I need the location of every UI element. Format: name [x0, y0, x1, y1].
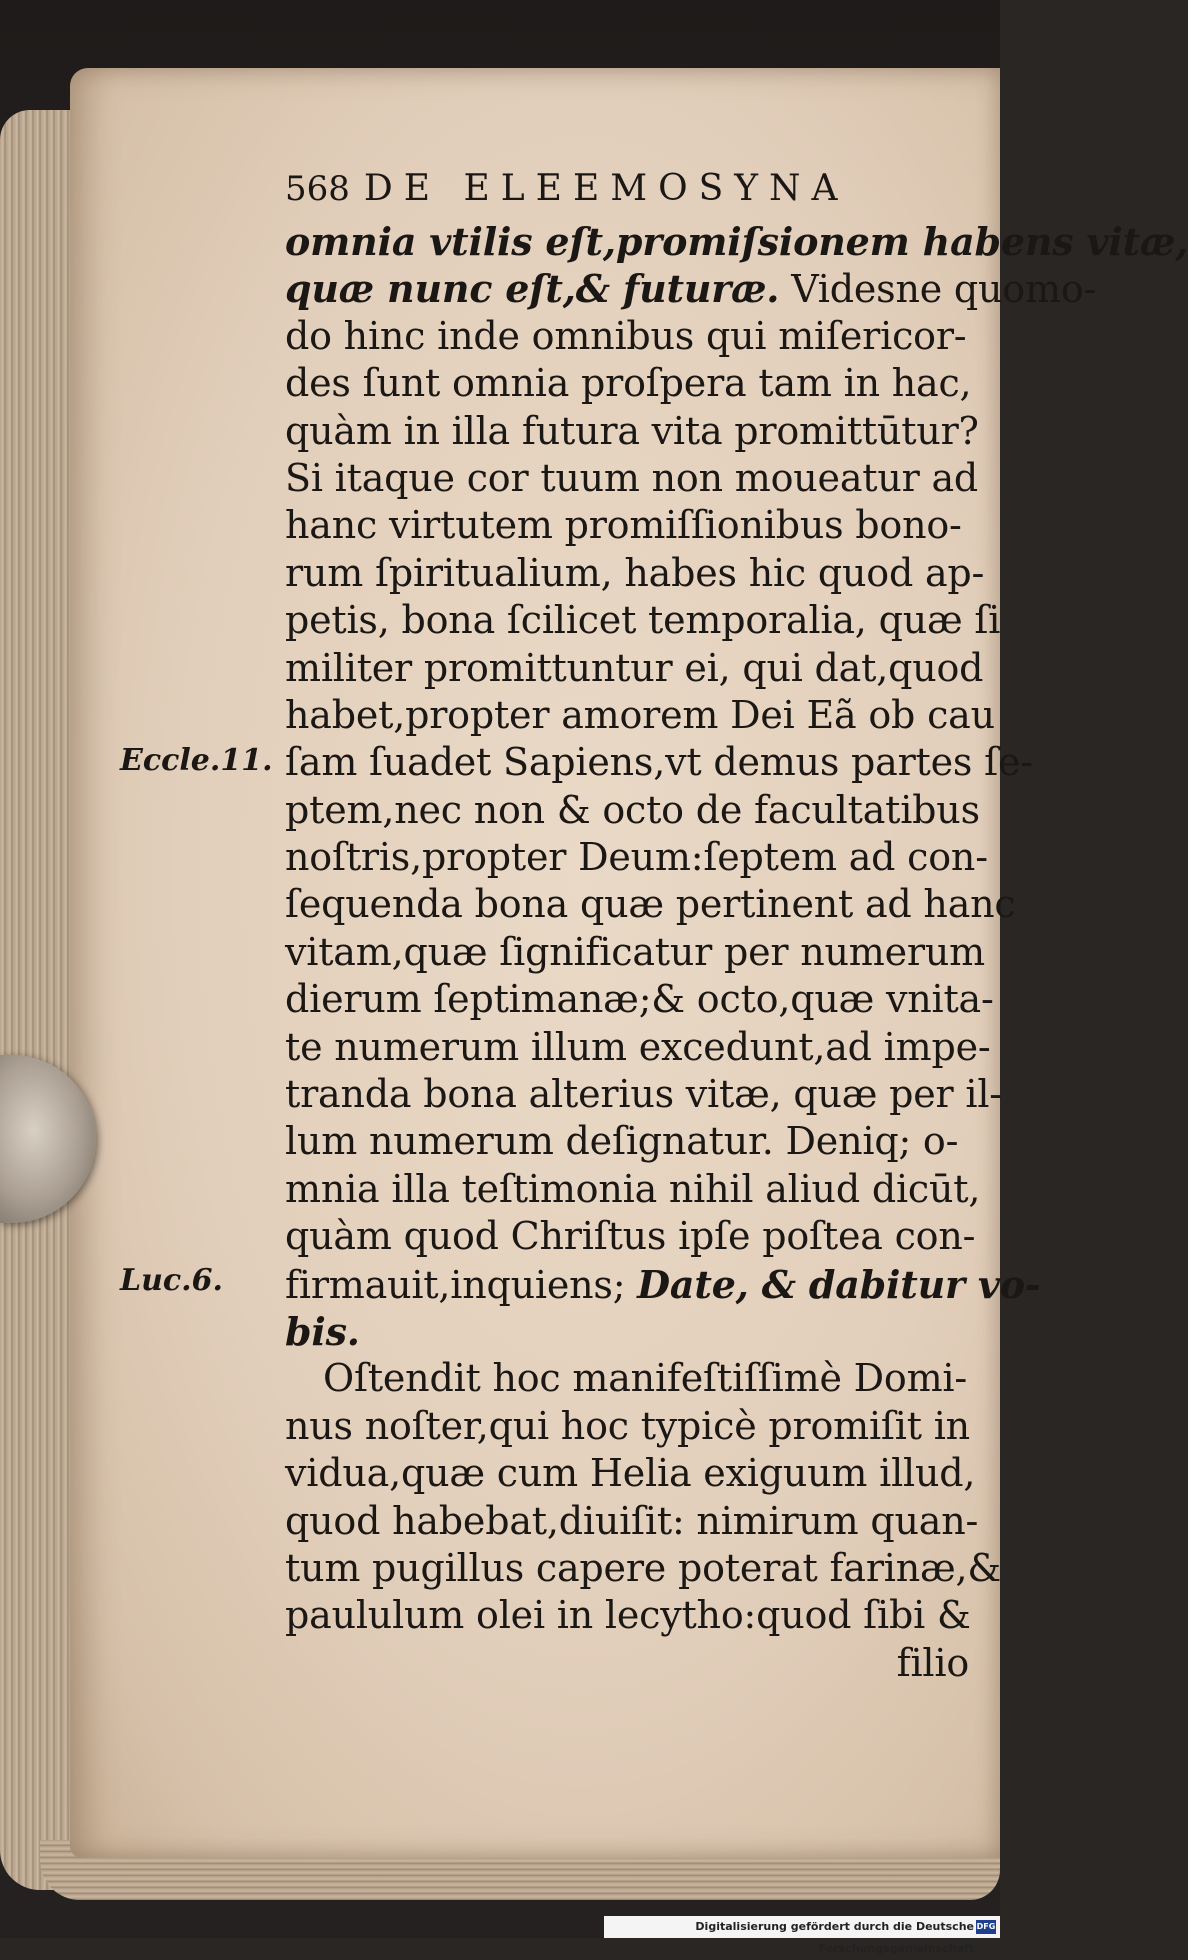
roman-text: tum pugillus capere poterat farinæ,& [285, 1545, 1002, 1590]
text-line [285, 455, 979, 502]
text-line [285, 360, 975, 407]
text-line [285, 550, 985, 597]
text-line [285, 265, 1097, 312]
roman-text: filio [896, 1640, 969, 1685]
roman-text: nus noſter,qui hoc typicè promiſit in [285, 1403, 970, 1448]
roman-text: Si itaque cor tuum non moueatur ad [285, 455, 979, 500]
italic-text: Date, & dabitur vo- [637, 1261, 1041, 1307]
text-line [285, 1450, 975, 1497]
roman-text: Videsne quomo- [779, 267, 1097, 312]
roman-text: vitam,quæ ſignificatur per numerum [285, 929, 985, 974]
roman-text: rum ſpiritualium, habes hic quod ap- [285, 550, 985, 595]
roman-text: te numerum illum excedunt,ad impe- [285, 1024, 991, 1069]
text-line [285, 1024, 991, 1071]
italic-text: bis. [285, 1308, 360, 1354]
page-number: 568 [285, 169, 350, 209]
roman-text: mnia illa teſtimonia nihil aliud dicūt, [285, 1166, 981, 1211]
text-line [285, 218, 1188, 265]
text-line [285, 881, 1016, 928]
text-line [285, 1261, 1041, 1308]
text-line [285, 1545, 1002, 1592]
italic-text: quæ nunc eſt,& futuræ. [285, 266, 780, 312]
roman-text: quod habebat,diuiſit: nimirum quan- [285, 1498, 979, 1543]
digitization-footer [604, 1916, 1000, 1955]
text-line [285, 787, 980, 834]
dfg-logo: DFG [976, 1920, 996, 1934]
footer-credit: Digitalisierung gefördert durch die Deutsche Forschungsgemeinschaft [695, 1920, 974, 1955]
text-line [285, 1308, 975, 1355]
page-stack-edge [0, 110, 78, 1890]
roman-text: des ſunt omnia proſpera tam in hac, [285, 361, 972, 406]
roman-text: petis, bona ſcilicet temporalia, quæ ſi [285, 598, 1001, 643]
text-line [285, 313, 975, 360]
roman-text: quàm quod Chriſtus ipſe poſtea con- [285, 1214, 976, 1259]
text-line [285, 1498, 979, 1545]
italic-text: omnia vtilis eſt,promiſsionem habens vitæ, [285, 219, 1188, 264]
roman-text: dierum ſeptimanæ;& octo,quæ vnita- [285, 977, 994, 1022]
text-line [285, 502, 975, 549]
roman-text: Oſtendit hoc manifeſtiſſimè Domi- [323, 1356, 968, 1401]
roman-text: vidua,quæ cum Helia exiguum illud, [285, 1451, 976, 1496]
margin-note-luc: Luc.6. [120, 1263, 223, 1298]
text-line [285, 1213, 975, 1260]
text-line [285, 1071, 1002, 1118]
text-line [285, 834, 988, 881]
roman-text: habet,propter amorem Dei Eã ob cau [285, 692, 995, 737]
text-line [285, 408, 979, 455]
roman-text: paululum olei in lecytho:quod ſibi & [285, 1593, 971, 1638]
roman-text: ſam ſuadet Sapiens,vt demus partes ſe- [285, 740, 1033, 785]
roman-text: noſtris,propter Deum:ſeptem ad con- [285, 835, 988, 880]
roman-text: hanc virtutem promiſſionibus bono- [285, 503, 962, 548]
text-line [285, 1355, 975, 1402]
roman-text: ptem,nec non & octo de facultatibus [285, 787, 980, 832]
text-line [285, 976, 994, 1023]
text-line [285, 1166, 981, 1213]
text-line [285, 929, 985, 976]
roman-text: quàm in illa futura vita promittūtur? [285, 408, 979, 453]
page-text [285, 160, 1188, 1687]
text-line [285, 1592, 975, 1639]
text-line [285, 1403, 975, 1450]
roman-text: firmauit,inquiens; [285, 1262, 638, 1307]
roman-text: ſequenda bona quæ pertinent ad hanc [285, 882, 1016, 927]
roman-text: do hinc inde omnibus qui miſericor- [285, 313, 967, 358]
text-line [285, 692, 995, 739]
running-title: DE ELEEMOSYNA [363, 168, 849, 209]
margin-note-eccle: Eccle.11. [120, 743, 273, 778]
running-header [285, 160, 975, 218]
text-line [285, 597, 1001, 644]
text-line [285, 645, 984, 692]
roman-text: tranda bona alterius vitæ, quæ per il- [285, 1072, 1002, 1117]
text-line [285, 739, 1033, 786]
text-line [285, 1640, 975, 1687]
roman-text: lum numerum deſignatur. Deniq; o- [285, 1119, 959, 1164]
text-line [285, 1118, 975, 1165]
roman-text: militer promittuntur ei, qui dat,quod [285, 645, 984, 690]
body-text [285, 218, 1188, 1687]
